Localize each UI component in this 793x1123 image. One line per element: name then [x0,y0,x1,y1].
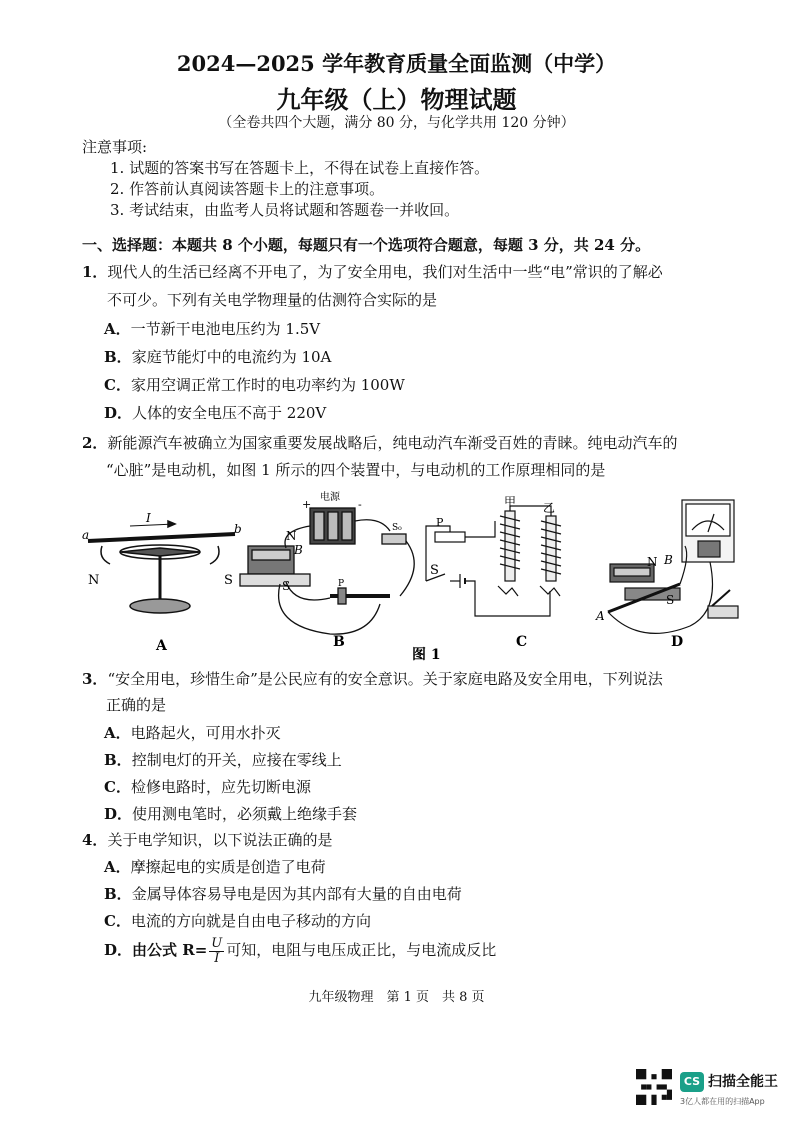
scanner-slogan: 3亿人都在用的扫描App [680,1097,765,1106]
question-1 [82,261,663,282]
page-footer: 九年级物理 第 1 页 共 8 页 [308,990,485,1005]
option-letter: B． [104,885,132,903]
option-letter: D． [104,941,133,959]
option-text: 控制电灯的开关，应接在零线上 [131,751,342,769]
option-text: 检修电路时，应先切断电源 [130,778,311,796]
option-text: 使用测电笔时，必须戴上绝缘手套 [132,805,358,823]
section-heading: 一、选择题：本题共 8 个小题，每题只有一个选项符合题意，每题 3 分，共 24 分。 [82,236,651,254]
fig-a-label-i: I [146,511,151,525]
question-text: 现代人的生活已经离不开电了，为了安全用电，我们对生活中一些“电”常识的了解必 [107,263,663,281]
question-text: 关于电学知识，以下说法正确的是 [107,831,333,849]
option-letter: B． [104,751,132,769]
fig-d-label-s: S [666,593,675,607]
fig-a-label-s: S [224,573,233,588]
option-d [104,803,357,824]
notice-heading: 注意事项: [82,138,148,156]
option-d [104,402,326,423]
formula-fraction [209,937,224,965]
option-letter: C． [104,778,131,796]
fig-c-label-s: S [430,563,439,578]
question-number: 3． [82,670,108,688]
fig-c-label-p: P [436,516,444,529]
fig-c-label-jia: 甲 [504,495,517,509]
option-a [104,856,326,877]
question-number: 4． [82,831,108,849]
fig-a-label-a: a [82,528,90,542]
question-text: 不可少。下列有关电学物理量的估测符合实际的是 [107,291,438,309]
notice-item: 2. 作答前认真阅读答题卡上的注意事项。 [110,180,385,198]
question-4 [82,829,332,850]
option-c [104,776,311,797]
question-3 [82,668,663,689]
option-text: 一节新干电池电压约为 1.5V [130,320,321,338]
fig-b-label-power: 电源 [320,492,340,503]
option-b [104,346,331,367]
option-text: 人体的安全电压不高于 220V [132,404,327,422]
fig-b-label-plus: + [302,498,312,511]
qr-code-icon [636,1069,672,1105]
notice-item: 1. 试题的答案书写在答题卡上，不得在试卷上直接作答。 [110,159,490,177]
question-2 [82,432,677,453]
fig-b-label-n: N [286,529,297,543]
exam-subtitle: 九年级（上）物理试题 [276,85,517,114]
question-number: 2． [82,434,108,452]
fig-c-label-yi: 乙 [543,501,556,515]
fig-b-label-b: B [294,543,303,557]
fig-a-label-b: b [234,522,242,536]
option-b [104,749,342,770]
fig-d-label-n: N [647,555,658,569]
figure-d [608,500,738,633]
question-text: “安全用电，珍惜生命”是公民应有的安全意识。关于家庭电路及安全用电，下列说法 [107,670,663,688]
fig-a-label-n: N [88,573,100,588]
option-letter: D． [104,805,133,823]
option-text: 可知，电阻与电压成正比，与电流成反比 [226,941,497,959]
fraction-denominator: I [214,951,220,966]
option-letter: A． [104,724,131,742]
option-text: 家用空调正常工作时的电功率约为 100W [130,376,405,394]
option-letter: B． [104,348,132,366]
scanner-app-name: 扫描全能王 [708,1074,778,1090]
figure-1 [80,486,760,666]
option-letter: A． [104,858,131,876]
fig-label-a: A [156,638,167,654]
figure-b [240,508,414,634]
notice-item: 3. 考试结束，由监考人员将试题和答题卷一并收回。 [110,201,460,219]
option-d [104,937,496,965]
fig-d-label-a: A [596,609,605,623]
option-c [104,374,405,395]
option-text: 家庭节能灯中的电流约为 10A [131,348,332,366]
scanner-badge: CS [680,1072,704,1092]
exam-note: （全卷共四个大题，满分 80 分，与化学共用 120 分钟） [218,115,575,131]
question-text: 正确的是 [106,696,167,714]
fig-b-label-p: P [338,579,345,589]
fig-label-b: B [333,634,345,650]
option-letter: D． [104,404,133,422]
fig-d-label-b: B [664,553,673,567]
question-text: 新能源汽车被确立为国家重要发展战略后，纯电动汽车渐受百姓的青睐。纯电动汽车的 [107,434,678,452]
formula-prefix: 由公式 R= [132,941,208,959]
question-number: 1． [82,263,108,281]
fig-label-d: D [671,634,684,650]
option-text: 金属导体容易导电是因为其内部有大量的自由电荷 [131,885,462,903]
option-a [104,722,281,743]
option-text: 电流的方向就是自由电子移动的方向 [130,912,371,930]
option-letter: A． [104,320,131,338]
exam-title: 2024—2025 学年教育质量全面监测（中学） [176,51,617,76]
option-a [104,318,320,339]
option-text: 电路起火，可用水扑灭 [130,724,281,742]
figure-a [88,521,235,613]
fraction-numerator: U [211,936,223,951]
fig-b-label-s0: S₀ [392,523,402,533]
fig-b-label-s: S [282,579,291,593]
question-text: “心脏”是电动机，如图 1 所示的四个装置中，与电动机的工作原理相同的是 [106,461,606,479]
fig-label-c: C [516,634,528,650]
option-text: 摩擦起电的实质是创造了电荷 [130,858,326,876]
option-letter: C． [104,912,131,930]
figure-caption: 图 1 [412,647,441,663]
option-letter: C． [104,376,131,394]
option-b [104,883,462,904]
figure-c [426,506,561,616]
fig-b-label-minus: - [358,498,362,511]
option-c [104,910,371,931]
